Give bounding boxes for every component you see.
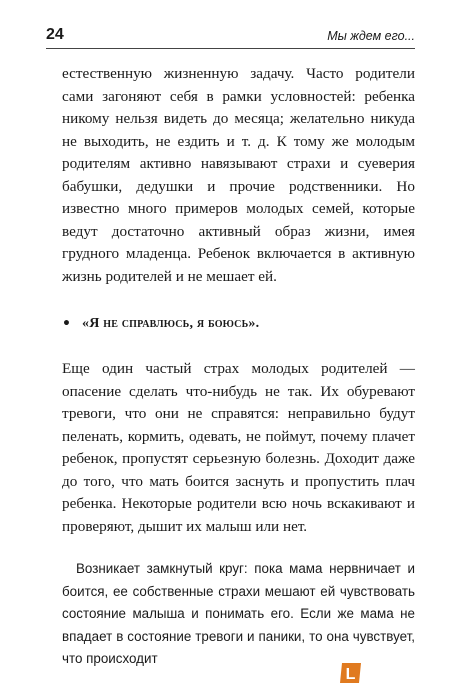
publisher-logo-icon (338, 660, 364, 686)
page-number: 24 (46, 26, 64, 43)
header-divider (46, 48, 415, 49)
paragraph-2: Еще один частый страх молодых родителей — опасение сделать что-нибудь не так. Их обуревают тревоги, что они не справятся: неправильно будут пеленать, кормить, одевать, не поймут, почему плачет ребенок, пропустят серьезную болезнь. Доходит даже до того, что мать боится заснуть и пропустить плач ребенка. Некоторые родители всю ночь вскакивают и проверяют, дышит их малыш или нет. (62, 360, 415, 535)
bullet-icon: • (62, 316, 71, 332)
paragraph-3: Возникает замкнутый круг: пока мама нервничает и боится, ее собственные страхи мешают ей чувствовать состояние малыша и понимать его. Если же мама не впадает в состояние тревоги и паники, то она чувствует, что происходит (62, 561, 415, 666)
page-body (62, 63, 415, 671)
logo-letter: L (345, 666, 356, 683)
page-header (46, 26, 415, 52)
paragraph-1: естественную жизненную задачу. Часто родители сами загоняют себя в рамки условностей: ребенка никому нельзя видеть до месяца; желательно никуда не выходить, не ездить и т. д. К тому же молодым родителям активно навязывают страхи и суеверия бабушки, дедушки и прочие родственники. Но известно много примеров молодых семей, которые ведут достаточно активный образ жизни, имея грудного младенца. Ребенок включается в активную жизнь родителей и не мешает ей. (62, 65, 415, 285)
bullet-heading: «Я не справлюсь, я боюсь». (82, 316, 260, 331)
bullet-heading-row (62, 314, 415, 334)
running-title: Мы ждем его... (327, 29, 415, 43)
